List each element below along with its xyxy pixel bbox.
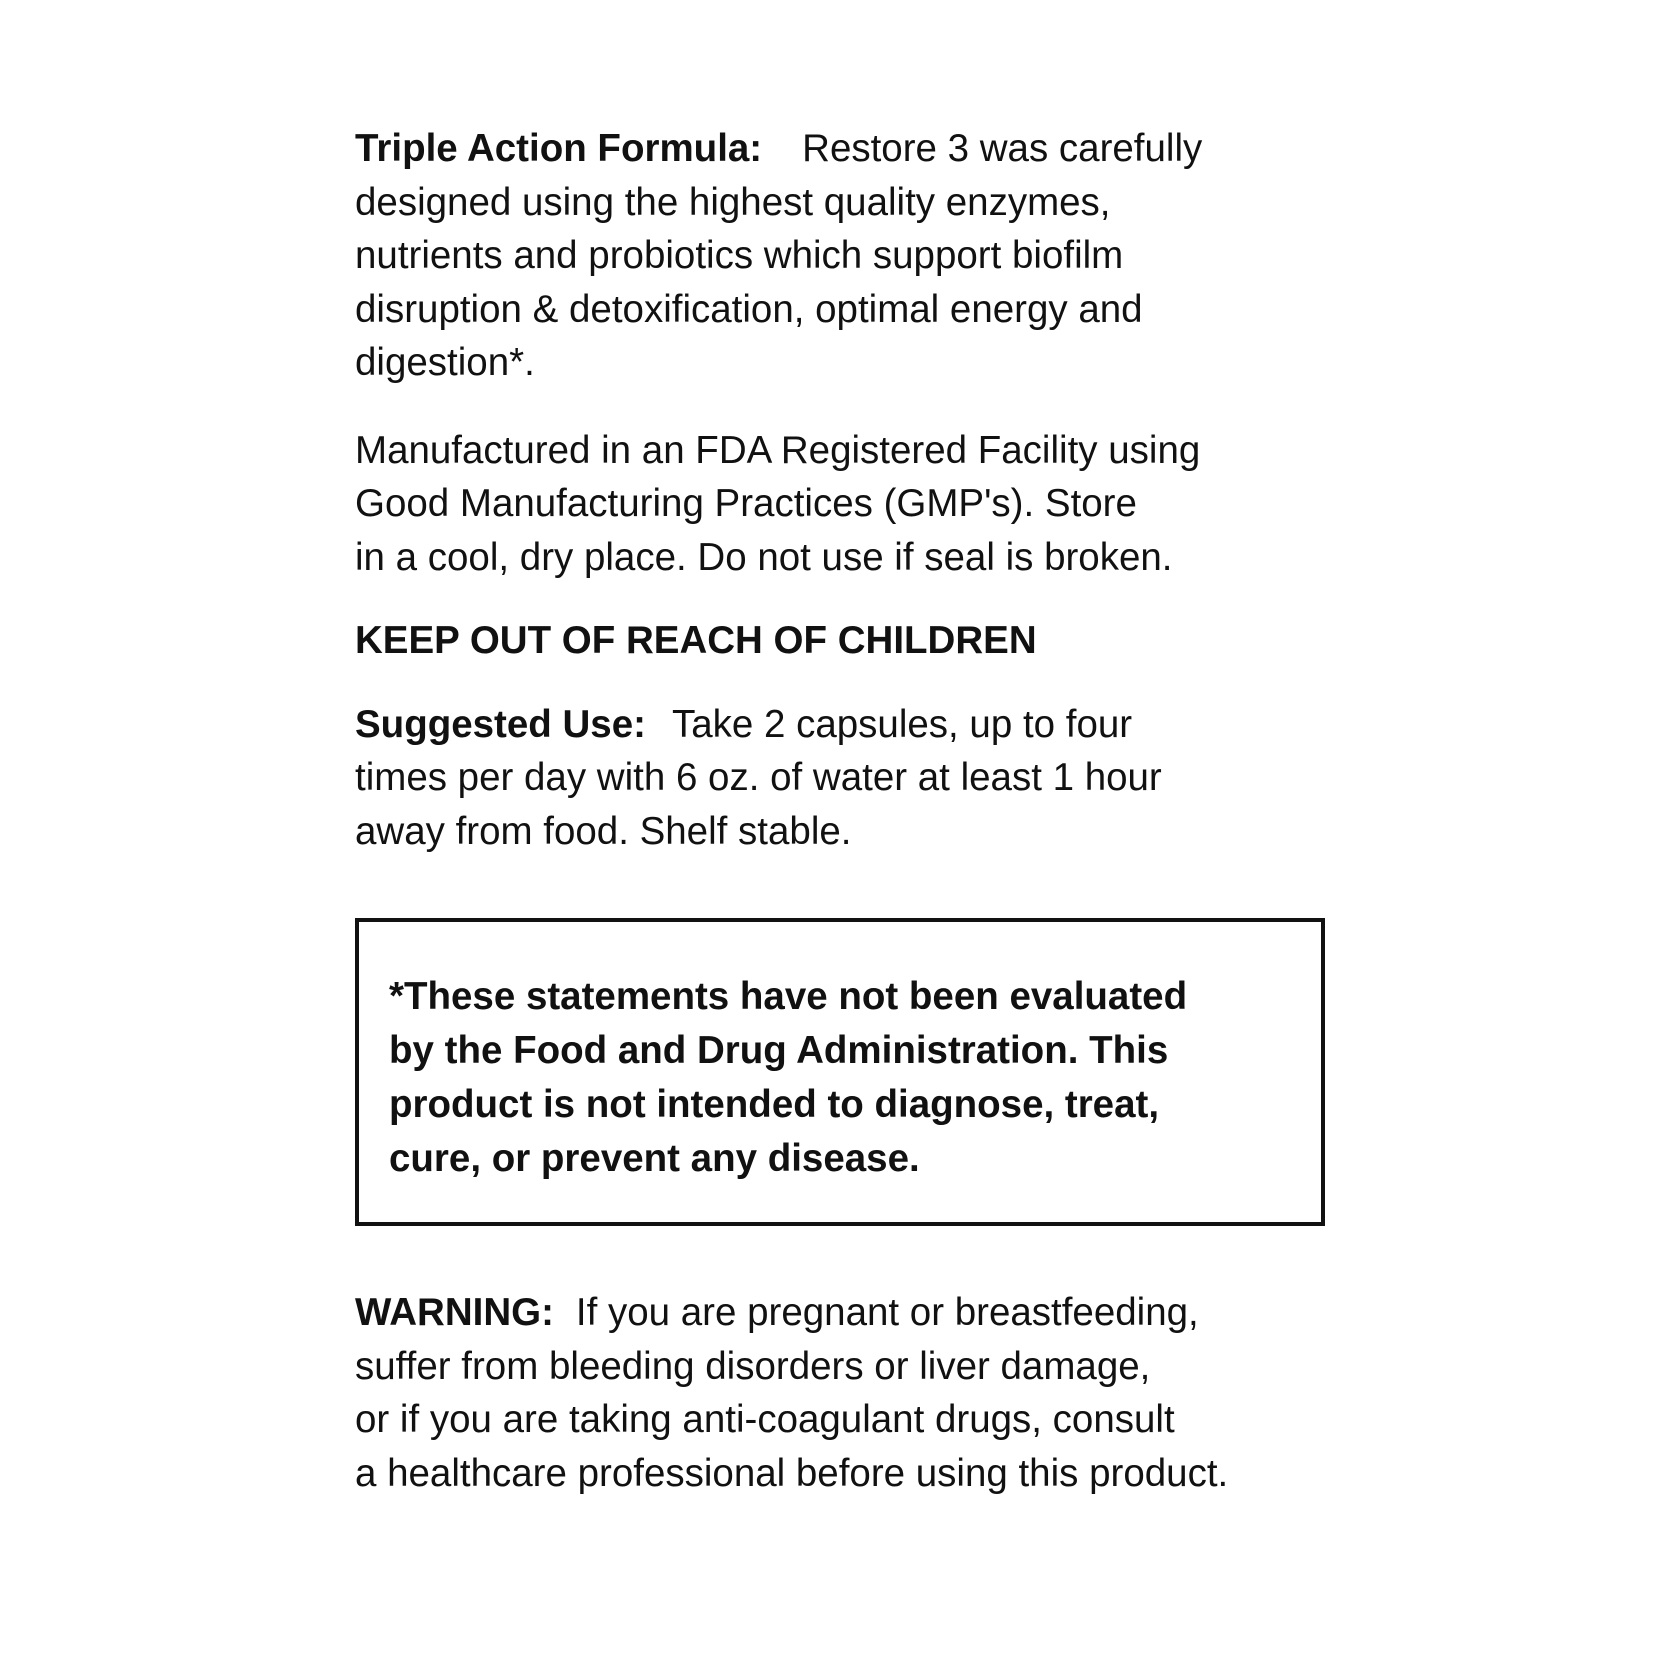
suggested-use-line: away from food. Shelf stable. bbox=[355, 809, 852, 853]
manufacturing-line: Good Manufacturing Practices (GMP's). Store bbox=[355, 482, 1137, 525]
disclaimer-line: product is not intended to diagnose, treat, bbox=[389, 1083, 1160, 1126]
suggested-use-heading: Suggested Use: bbox=[355, 702, 646, 746]
suggested-use-paragraph bbox=[355, 698, 1335, 859]
formula-line: nutrients and probiotics which support biofilm bbox=[355, 234, 1124, 277]
disclaimer-line: *These statements have not been evaluated bbox=[389, 975, 1188, 1018]
warning-text: If you are pregnant or breastfeeding, bbox=[575, 1291, 1199, 1334]
formula-line: designed using the highest quality enzymes, bbox=[355, 180, 1111, 224]
disclaimer-line: cure, or prevent any disease. bbox=[389, 1137, 920, 1180]
fda-disclaimer-box bbox=[355, 918, 1325, 1226]
suggested-use-line: times per day with 6 oz. of water at least 1 hour bbox=[355, 756, 1162, 799]
warning-line: a healthcare professional before using this product. bbox=[355, 1451, 1229, 1495]
manufacturing-paragraph bbox=[355, 424, 1335, 585]
formula-heading: Triple Action Formula: bbox=[355, 127, 763, 170]
suggested-use-line-1 bbox=[355, 698, 1335, 752]
manufacturing-line: Manufactured in an FDA Registered Facility using bbox=[355, 428, 1201, 472]
warning-paragraph bbox=[355, 1286, 1335, 1500]
formula-paragraph bbox=[355, 122, 1335, 390]
manufacturing-line: in a cool, dry place. Do not use if seal is broken. bbox=[355, 535, 1173, 579]
fda-disclaimer-text bbox=[389, 970, 1291, 1186]
formula-line-1 bbox=[355, 122, 1335, 176]
disclaimer-line: by the Food and Drug Administration. This bbox=[389, 1029, 1169, 1072]
formula-text: Restore 3 was carefully bbox=[802, 127, 1203, 170]
warning-heading: WARNING: bbox=[355, 1291, 554, 1334]
warning-line-1 bbox=[355, 1286, 1335, 1340]
supplement-label-panel bbox=[355, 122, 1335, 1500]
warning-line: suffer from bleeding disorders or liver damage, bbox=[355, 1344, 1151, 1388]
suggested-use-text: Take 2 capsules, up to four bbox=[671, 702, 1133, 746]
formula-line: disruption & detoxification, optimal energy and bbox=[355, 287, 1143, 331]
formula-line: digestion*. bbox=[355, 341, 535, 384]
keep-out-notice: KEEP OUT OF REACH OF CHILDREN bbox=[355, 619, 1037, 662]
warning-line: or if you are taking anti-coagulant drugs, consult bbox=[355, 1398, 1175, 1441]
